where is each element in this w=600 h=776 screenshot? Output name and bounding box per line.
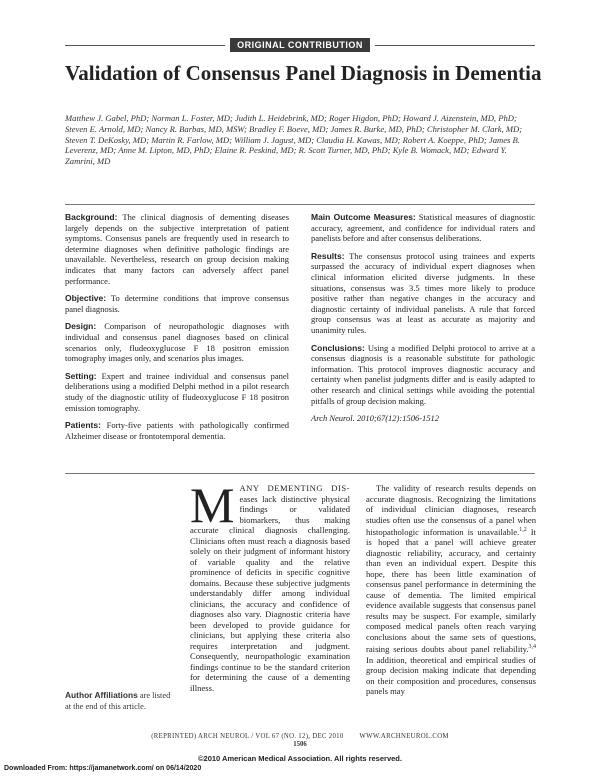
outcome-text: Statistical measures of diagnostic accuracy, agreement, and confidence for individual raters and panelists before and after consensus deliberations. <box>311 212 535 244</box>
author-list: Matthew J. Gabel, PhD; Norman L. Foster, MD; Judith L. Heidebrink, MD; Roger Higdon, PhD; Howard J. Aizenstein, MD, PhD; Steven E. Arnold, MD; Nancy R. Barbas, MD, MSW; Bradley F. Boeve, MD; James R. Burke, MD, PhD; Christopher M. Clark, MD; Steven T. DeKosky, MD; Martin R. Farlow, MD; William J. Jagust, MD; Claudia H. Kawas, MD; Robert A. Koeppe, PhD; James B. Leverenz, MD; Anne M. Lipton, MD, PhD; Elaine R. Peskind, MD; R. Scott Turner, MD, PhD; Kyle B. Womack, MD; Edward Y. Zamrini, MD <box>65 113 523 167</box>
author-affiliations-note <box>65 690 175 712</box>
download-stamp: Downloaded From: https://jamanetwork.com/ on 06/14/2020 <box>4 765 202 772</box>
design-text: Comparison of neuropathologic diagnoses with individual and consensus panel diagnoses based on clinical scenarios only, fludeoxyglucose F 18 positron emission tomography images only, and scenarios plus images. <box>65 321 289 364</box>
body-col2-text-c: In addition, theoretical and empirical studies of group decision making indicate that depending on their composition and procedures, consensus panels may <box>366 654 536 697</box>
citation: Arch Neurol. 2010;67(12):1506-1512 <box>311 413 440 424</box>
patients-text: Forty-five patients with pathologically confirmed Alzheimer disease or frontotemporal dementia. <box>65 420 289 441</box>
background-label: Background: <box>65 212 118 222</box>
citation-sup-2: 3,4 <box>528 644 536 651</box>
affiliations-label: Author Affiliations <box>65 690 138 700</box>
abstract-objective <box>65 293 289 314</box>
abstract-top-rule <box>65 204 535 205</box>
abstract-left-column <box>65 212 289 448</box>
conclusions-text: Using a modified Delphi protocol to arrive at a consensus diagnosis is a reasonable substitute for pathologic information. This protocol improves diagnostic accuracy and certainty when panelist judgments differ and is easily adapted to other research and clinical settings while avoiding the potential pitfalls of group decision making. <box>311 342 536 406</box>
affiliations-text: are listed at the end of this article. <box>65 691 171 711</box>
conclusions-label: Conclusions: <box>311 342 365 353</box>
abstract-bottom-rule <box>65 473 535 474</box>
results-label: Results: <box>311 250 345 261</box>
abstract-design <box>65 321 289 363</box>
outcome-label: Main Outcome Measures: <box>311 212 416 222</box>
section-banner: ORIGINAL CONTRIBUTION <box>230 38 370 52</box>
objective-label: Objective: <box>65 293 107 304</box>
banner-rule-right <box>375 45 535 46</box>
page-number: 1506 <box>293 741 307 748</box>
abstract-outcome <box>311 212 535 244</box>
article-title: Validation of Consensus Panel Diagnosis in Dementia <box>65 61 542 85</box>
abstract-background <box>65 212 289 286</box>
body-col2-text-b: It is hoped that a panel will achieve greater diagnostic reliability, accuracy, and certainty than even an individual expert. Despite this hope, there has been little examination of consensus panel performance in determining the cause of dementia. The limited empirical evidence available suggests that consensus panel results may be suspect. For example, similarly composed medical panels often reach varying conclusions about the same sets of questions, raising serious doubts about panel reliability. <box>366 526 536 655</box>
abstract-patients <box>65 420 289 441</box>
body-column-2 <box>366 483 536 697</box>
objective-text: To determine conditions that improve consensus panel diagnosis. <box>65 293 289 314</box>
patients-label: Patients: <box>65 420 101 431</box>
design-label: Design: <box>65 321 97 332</box>
abstract-results <box>311 251 535 336</box>
copyright-notice: ©2010 American Medical Association. All rights reserved. <box>198 754 402 763</box>
lead-in: ANY DEMENTING DIS- <box>239 483 350 493</box>
results-text: The consensus protocol using trainees and experts surpassed the accuracy of individual expert diagnoses when clinical information elicited diverse judgments. In these situations, consensus was 3.5 times more likely to produce positive rather than negative changes in the accuracy and diagnostic certainty of individual panelists. A rule that forced group consensus was at least as accurate as majority and unanimity rules. <box>311 250 535 335</box>
citation-sup-1: 1,2 <box>519 527 527 533</box>
banner-rule-left <box>65 45 225 46</box>
abstract-conclusions <box>311 343 535 407</box>
body-col2-text-a: The validity of research results depends on accurate diagnosis. Recognizing the limitations of individual clinician diagnoses, research studies often use the consensus of a panel when histopathologic information is unavailable. <box>366 483 536 537</box>
background-text: The clinical diagnosis of dementing diseases largely depends on the subjective interpretation of patient symptoms. Consensus panels are frequently used in research to determine diagnoses when definitive pathologic findings are unavailable. Nevertheless, research on group decision making indicates that many factors can adversely affect panel performance. <box>65 212 289 286</box>
setting-label: Setting: <box>65 370 97 381</box>
body-col1-text: eases lack distinctive physical findings or validated biomarkers, thus making accurate clinical diagnosis challenging. Clinicians often must reach a diagnosis based solely on their judgment of informant history of variable quality and the relative prominence of deficits in specific cognitive domains. Because these subjective judgments understandably differ among individual clinicians, the accuracy and confidence of diagnoses also vary. Diagnostic criteria have been developed to provide guidance for clinicians, but applying these criteria also requires interpretation and judgment. Consequently, neuropathologic examination findings continue to be the standard criterion for determining the cause of a dementing illness. <box>190 493 350 693</box>
drop-cap: M <box>190 477 235 533</box>
journal-footer: (REPRINTED) ARCH NEUROL / VOL 67 (NO. 12), DEC 2010 WWW.ARCHNEUROL.COM <box>151 733 449 740</box>
abstract-setting <box>65 371 289 413</box>
body-column-1 <box>190 477 350 693</box>
body-col2-paragraph <box>366 483 536 697</box>
abstract-right-column <box>311 212 535 431</box>
setting-text: Expert and trainee individual and consensus panel deliberations using a modified Delphi method in a pilot research study of the diagnostic utility of fludeoxyglucose F 18 positron emission tomography. <box>65 370 290 413</box>
